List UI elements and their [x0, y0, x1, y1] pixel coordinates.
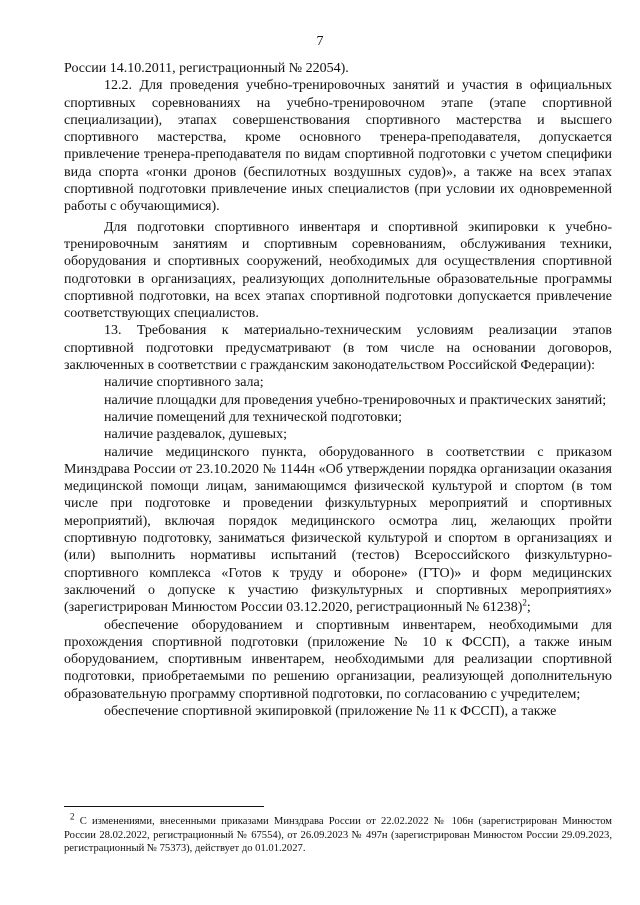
footnote-text: С изменениями, внесенными приказами Минздрава России от 22.02.2022 № 106н (зарегистрирован Минюстом России 28.02.2022, регистрационный № 67554), от 26.09.2023 № 497н (зарегистрирован Минюстом России 29.09.2023, регистрационный № 75373), действует до 01.01.2027.	[64, 816, 613, 854]
footnote-reference: 2	[522, 597, 527, 608]
list-item-medical-point	[64, 444, 612, 617]
body-text	[64, 60, 612, 720]
list-item-locker-rooms: наличие раздевалок, душевых;	[104, 427, 287, 443]
list-item-sports-hall: наличие спортивного зала;	[104, 375, 264, 391]
medical-point-text: наличие медицинского пункта, оборудованного в соответствии с приказом Минздрава России от 23.10.2020 № 1144н «Об утверждении порядка организации оказания медицинской помощи лицам, занимающимся физической культурой и спортом (в том числе при подготовке и проведении физкультурных мероприятий и спортивных мероприятий), включая порядок медицинского осмотра лиц, желающих пройти спортивную подготовку, заниматься физической культурой и спортом в организациях и (или) выполнить нормативы испытаний (тестов) Всероссийского физкультурно-спортивного комплекса «Готов к труду и обороне» (ГТО)» и форм медицинских заключений о допуске к участию физкультурных и спортивных мероприятиях» (зарегистрирован Минюстом России 03.12.2020, регистрационный № 61238)	[64, 444, 612, 616]
paragraph-continuation: России 14.10.2011, регистрационный № 22054).	[64, 61, 349, 76]
footnote-marker: 2	[70, 811, 75, 822]
footnote-separator	[64, 806, 264, 807]
list-item-equipment: обеспечение оборудованием и спортивным инвентарем, необходимыми для прохождения спортивной подготовки (приложение № 10 к ФССП), а также иным оборудованием, спортивным инвентарем, необходимыми для реализации спортивной подготовки, приобретаемыми по решению организации, реализующей дополнительную образовательную программу спортивной подготовки, по согласованию с учредителем;	[64, 617, 612, 702]
paragraph-specialists: Для подготовки спортивного инвентаря и спортивной экипировки к учебно-тренировочным занятиям и спортивным соревнованиям, обслуживания техники, оборудования и спортивных сооружений, необходимых для осуществления спортивной подготовки в организациях, реализующих дополнительные образовательные программы спортивной подготовки, на всех этапах спортивной подготовки допускается привлечение соответствующих специалистов.	[64, 219, 612, 322]
list-item-training-ground: наличие площадки для проведения учебно-тренировочных и практических занятий;	[104, 392, 607, 408]
paragraph-12-2: 12.2. Для проведения учебно-тренировочных занятий и участия в официальных спортивных соревнованиях на учебно-тренировочном этапе (этапе спортивной специализации), этапах совершенствования спортивного мастерства и высшего спортивного мастерства, кроме основного тренера-преподавателя, допускается привлечение тренера-преподавателя по видам спортивной подготовки с учетом специфики вида спорта «гонки дронов (беспилотных воздушных судов)», а также на всех этапах спортивной подготовки привлечение иных специалистов (при условии их одновременной работы с обучающимися).	[64, 78, 612, 215]
footnote	[64, 811, 613, 856]
paragraph-13: 13. Требования к материально-техническим условиям реализации этапов спортивной подготовки предусматривают (в том числе на основании договоров, заключенных в соответствии с гражданским законодательством Российской Федерации):	[64, 323, 612, 374]
list-item-technical-rooms: наличие помещений для технической подготовки;	[104, 409, 403, 425]
medical-point-end: ;	[526, 600, 531, 616]
page-number: 7	[316, 34, 324, 49]
list-item-sports-gear: обеспечение спортивной экипировкой (приложение № 11 к ФССП), а также	[104, 703, 557, 719]
